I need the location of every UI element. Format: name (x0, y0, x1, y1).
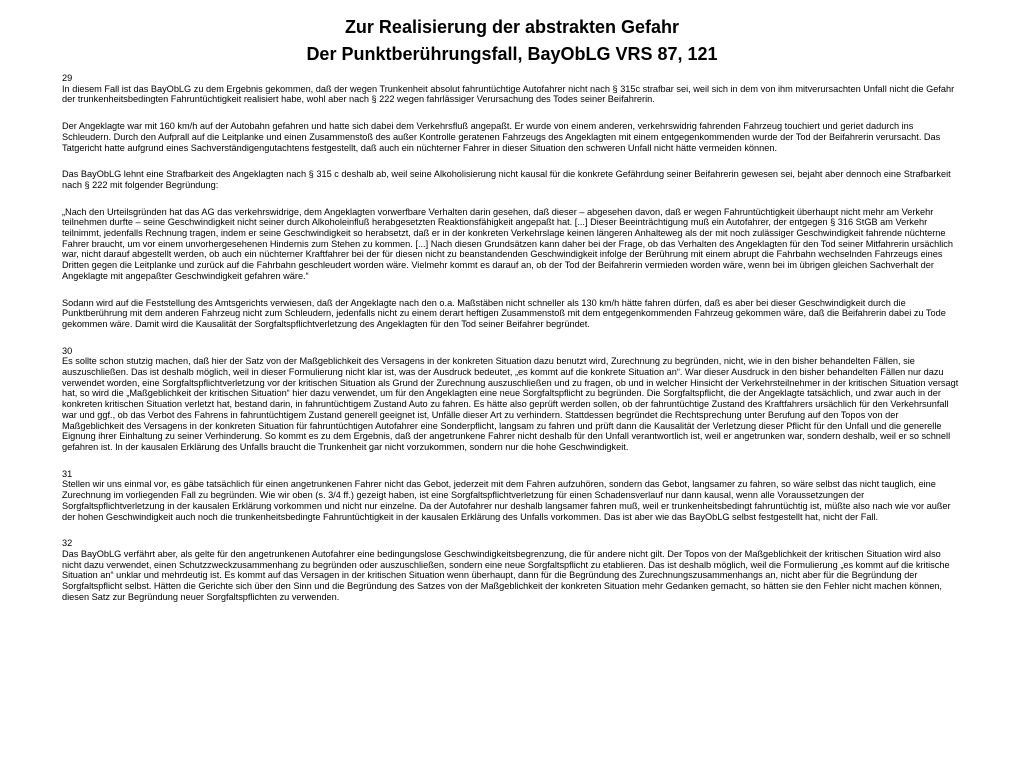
quoted-paragraph: „Nach den Urteilsgründen hat das AG das verkehrswidrige, dem Angeklagten vorwerfbare Verhalten darin gesehen, daß dieser – abgesehen davon, daß er wegen Fahruntüchtigkeit überhaupt nicht mehr am Verkehr teilnehmen durfte – seine Geschwindigkeit nicht seiner durch Alkoholeinfluß herabgesetzten Reaktionsfähigkeit angepaßt hat. [...] Dieser Beeinträchtigung muß ein Autofahrer, der entgegen § 316 StGB am Verkehr teilnimmt, jedenfalls Rechnung tragen, indem er seine Geschwindigkeit so herabsetzt, daß er in der konkreten Verkehrslage keinen längeren Anhalteweg als der mit noch zulässiger Geschwindigkeit fahrende nüchterne Fahrer braucht, um vor einem unvorhergesehenen Hindernis zum Stehen zu kommen. [...] Nach diesen Grundsätzen kann daher bei der Frage, ob das Verhalten des Angeklagten für den Tod seiner Mitfahrerin ursächlich war, nicht darauf abgestellt werden, ob auch ein nüchterner Kraftfahrer bei der für diesen nicht zu beanstandenden Geschwindigkeit infolge der Berührung mit einem abrupt die Fahrbahn wechselnden Fahrzeugs eines Dritten gegen die Leitplanke und zurück auf die Fahrbahn geschleudert worden wäre. Vielmehr kommt es darauf an, ob der Tod der Beifahrerin vermieden worden wäre, wenn bei im übrigen gleichen Sachverhalt der Angeklagte mit angepaßter Geschwindigkeit gefahren wäre.“ (62, 206, 954, 281)
paragraph: Das BayObLG lehnt eine Strafbarkeit des Angeklagten nach § 315 c deshalb ab, weil seine Alkoholisierung nicht kausal für die konkrete Gefährdung seiner Beifahrerin gewesen sei, bejaht aber dennoch eine Strafbarkeit nach § 222 mit folgender Begründung: (62, 169, 951, 190)
paragraph: In diesem Fall ist das BayObLG zu dem Ergebnis gekommen, daß der wegen Trunkenheit absolut fahruntüchtige Autofahrer nicht nach § 315c strafbar sei, weil sich in dem von ihm mitverursachten Unfall nicht die Gefahr der trunkenheitsbedingten Fahruntüchtigkeit realisiert habe, wohl aber nach § 222 wegen fahrlässiger Verursachung des Todes seiner Beifahrerin. (62, 83, 955, 105)
section-30 (62, 346, 962, 453)
paragraph: Der Angeklagte war mit 160 km/h auf der Autobahn gefahren und hatte sich dabei dem Verkehrsfluß angepaßt. Er wurde von einem anderen, verkehrswidrig fahrenden Fahrzeug touchiert und geriet dadurch ins Schleudern. Durch den Aufprall auf die Leitplanke und einen Zusammenstoß des außer Kontrolle geratenen Fahrzeugs des Angeklagten mit einem entgegenkommenden wurde der Tod der Beifahrerin verursacht. Das Tatgericht hatte aufgrund eines Sachverständigengutachtens festgestellt, daß auch ein nüchterner Fahrer in dieser Situation den schweren Unfall nicht hätte vermeiden können. (62, 121, 941, 153)
page-title-line-1: Zur Realisierung der abstrakten Gefahr (344, 17, 680, 37)
paragraph: Stellen wir uns einmal vor, es gäbe tatsächlich für einen angetrunkenen Fahrer nicht das Gebot, jederzeit mit dem Fahren aufzuhören, sondern das Gebot, langsamer zu fahren, so wäre selbst das nicht tauglich, eine Zurechnung im vorliegenden Fall zu begründen. Wie wir oben (s. 3/4 ff.) gezeigt haben, ist eine Sorgfaltspflichtverletzung für einen Schadensverlauf nur dann kausal, wenn alle Voraussetzungen der Sorgfaltspflichtverletzung in der kausalen Erklärung vorkommen und nicht nur einzelne. Da der Autofahrer nur deshalb langsamer fahren muß, weil er trunkenheitsbedingt fahruntüchtig ist, müßte also nach wie vor außer der hohen Geschwindigkeit auch noch die trunkenheitsbedingte Fahruntüchtigkeit in der kausalen Erklärung des Unfalls vorkommen. Das ist aber wie das BayObLG selbst festgestellt hat, nicht der Fall. (62, 479, 951, 522)
paragraph: Es sollte schon stutzig machen, daß hier der Satz von der Maßgeblichkeit des Versagens in der konkreten Situation dazu benutzt wird, Zurechnung zu begründen, nicht, wie in den bisher behandelten Fällen, sie auszuschließen. Das ist deshalb möglich, weil in dieser Formulierung nicht klar ist, was der Ausdruck bedeutet, „es kommt auf die konkrete Situation an“. War dieser Ausdruck in den bisher behandelten Fällen nur dazu verwendet worden, eine Sorgfaltspflichtverletzung vor der kritischen Situation als Grund der Zurechnung auszuschließen und zu fragen, ob und in welcher Hinsicht der Verkehrsteilnehmer in der kritischen Situation versagt hat, so wird die „Maßgeblichkeit der kritischen Situation“ hier dazu verwendet, um für den Angeklagten eine neue Sorgfaltspflicht zu begründen. Die Sorgfaltspflicht, die der Angeklagte tatsächlich, und zwar auch in der konkreten kritischen Situation verletzt hat, bestand darin, in fahruntüchtigem Zustand Auto zu fahren. Es hätte also geprüft werden sollen, ob der fahruntüchtige Zustand des Kraftfahrers ursächlich für den Verkehrsunfall war und ggf., ob das Verbot des Fahrens in fahruntüchtigem Zustand generell geeignet ist, Unfälle dieser Art zu verhindern. Stattdessen begründet die Rechtsprechung unter Berufung auf den Topos von der Maßgeblichkeit des Versagens in der konkreten Situation für fahruntüchtigen Autofahrer eine Sonderpflicht, langsam zu fahren und prüft dann die Kausalität der Verletzung dieser Pflicht für den Unfall und die generelle Eignung ihrer Einhaltung zu seiner Verhinderung. So kommt es zu dem Ergebnis, daß der angetrunkene Fahrer nicht deshalb für den Unfall verantwortlich ist, weil er angetrunken war, sondern deshalb, weil er so schnell gefahren ist. In der kausalen Erklärung des Unfalls braucht die Trunkenheit gar nicht vorzukommen, sondern nur die hohe Geschwindigkeit. (62, 356, 959, 452)
section-31 (62, 469, 962, 523)
section-29 (62, 73, 962, 330)
section-number: 30 (62, 345, 73, 356)
paragraph: Sodann wird auf die Feststellung des Amtsgerichts verwiesen, daß der Angeklagte nach den o.a. Maßstäben nicht schneller als 130 km/h hätte fahren dürfen, daß es aber bei dieser Geschwindigkeit durch die Punktberührung mit dem anderen Fahrzeug nicht zum Schleudern, jedenfalls nicht zu einem derart heftigen Zusammenstoß mit dem entgegenkommenden Fahrzeug gekommen wäre, daß die Beifahrerin dabei zu Tode gekommen wäre. Damit wird die Kausalität der Sorgfaltspflichtverletzung des Angeklagten für den Tod seiner Beifahrer begründet. (62, 297, 946, 329)
section-32 (62, 538, 962, 602)
page-title (0, 14, 1024, 68)
page-title-line-2: Der Punktberührungsfall, BayObLG VRS 87, 121 (306, 44, 718, 64)
section-number: 32 (62, 538, 73, 549)
document-body (62, 73, 962, 618)
section-number: 31 (62, 468, 73, 479)
paragraph: Das BayObLG verfährt aber, als gelte für den angetrunkenen Autofahrer eine bedingungslose Geschwindigkeitsbegrenzung, die für andere nicht gilt. Der Topos von der Maßgeblichkeit der kritischen Situation wird also nicht dazu verwendet, einen Schutzzweckzusammenhang zu begründen oder auszuschließen, sondern eine neue Sorgfaltspflicht zu etablieren. Das ist deshalb möglich, weil die Formulierung „es kommt auf die kritische Situation an“ unklar und mehrdeutig ist. Es kommt auf das Versagen in der kritischen Situation wenn überhaupt, dann für die Begründung des Zurechnungszusammenhangs an, nicht aber für die Begründung der Sorgfaltspflicht selbst. Hätten die Gerichte sich über den Sinn und die Begründung des Satzes von der Maßgeblichkeit der konkreten Situation mehr Gedanken gemacht, so hätten sie den Fehler nicht machen können, diesen Satz zur Begründung neuer Sorgfaltspflichten zu verwenden. (62, 548, 950, 602)
section-number: 29 (62, 73, 73, 83)
